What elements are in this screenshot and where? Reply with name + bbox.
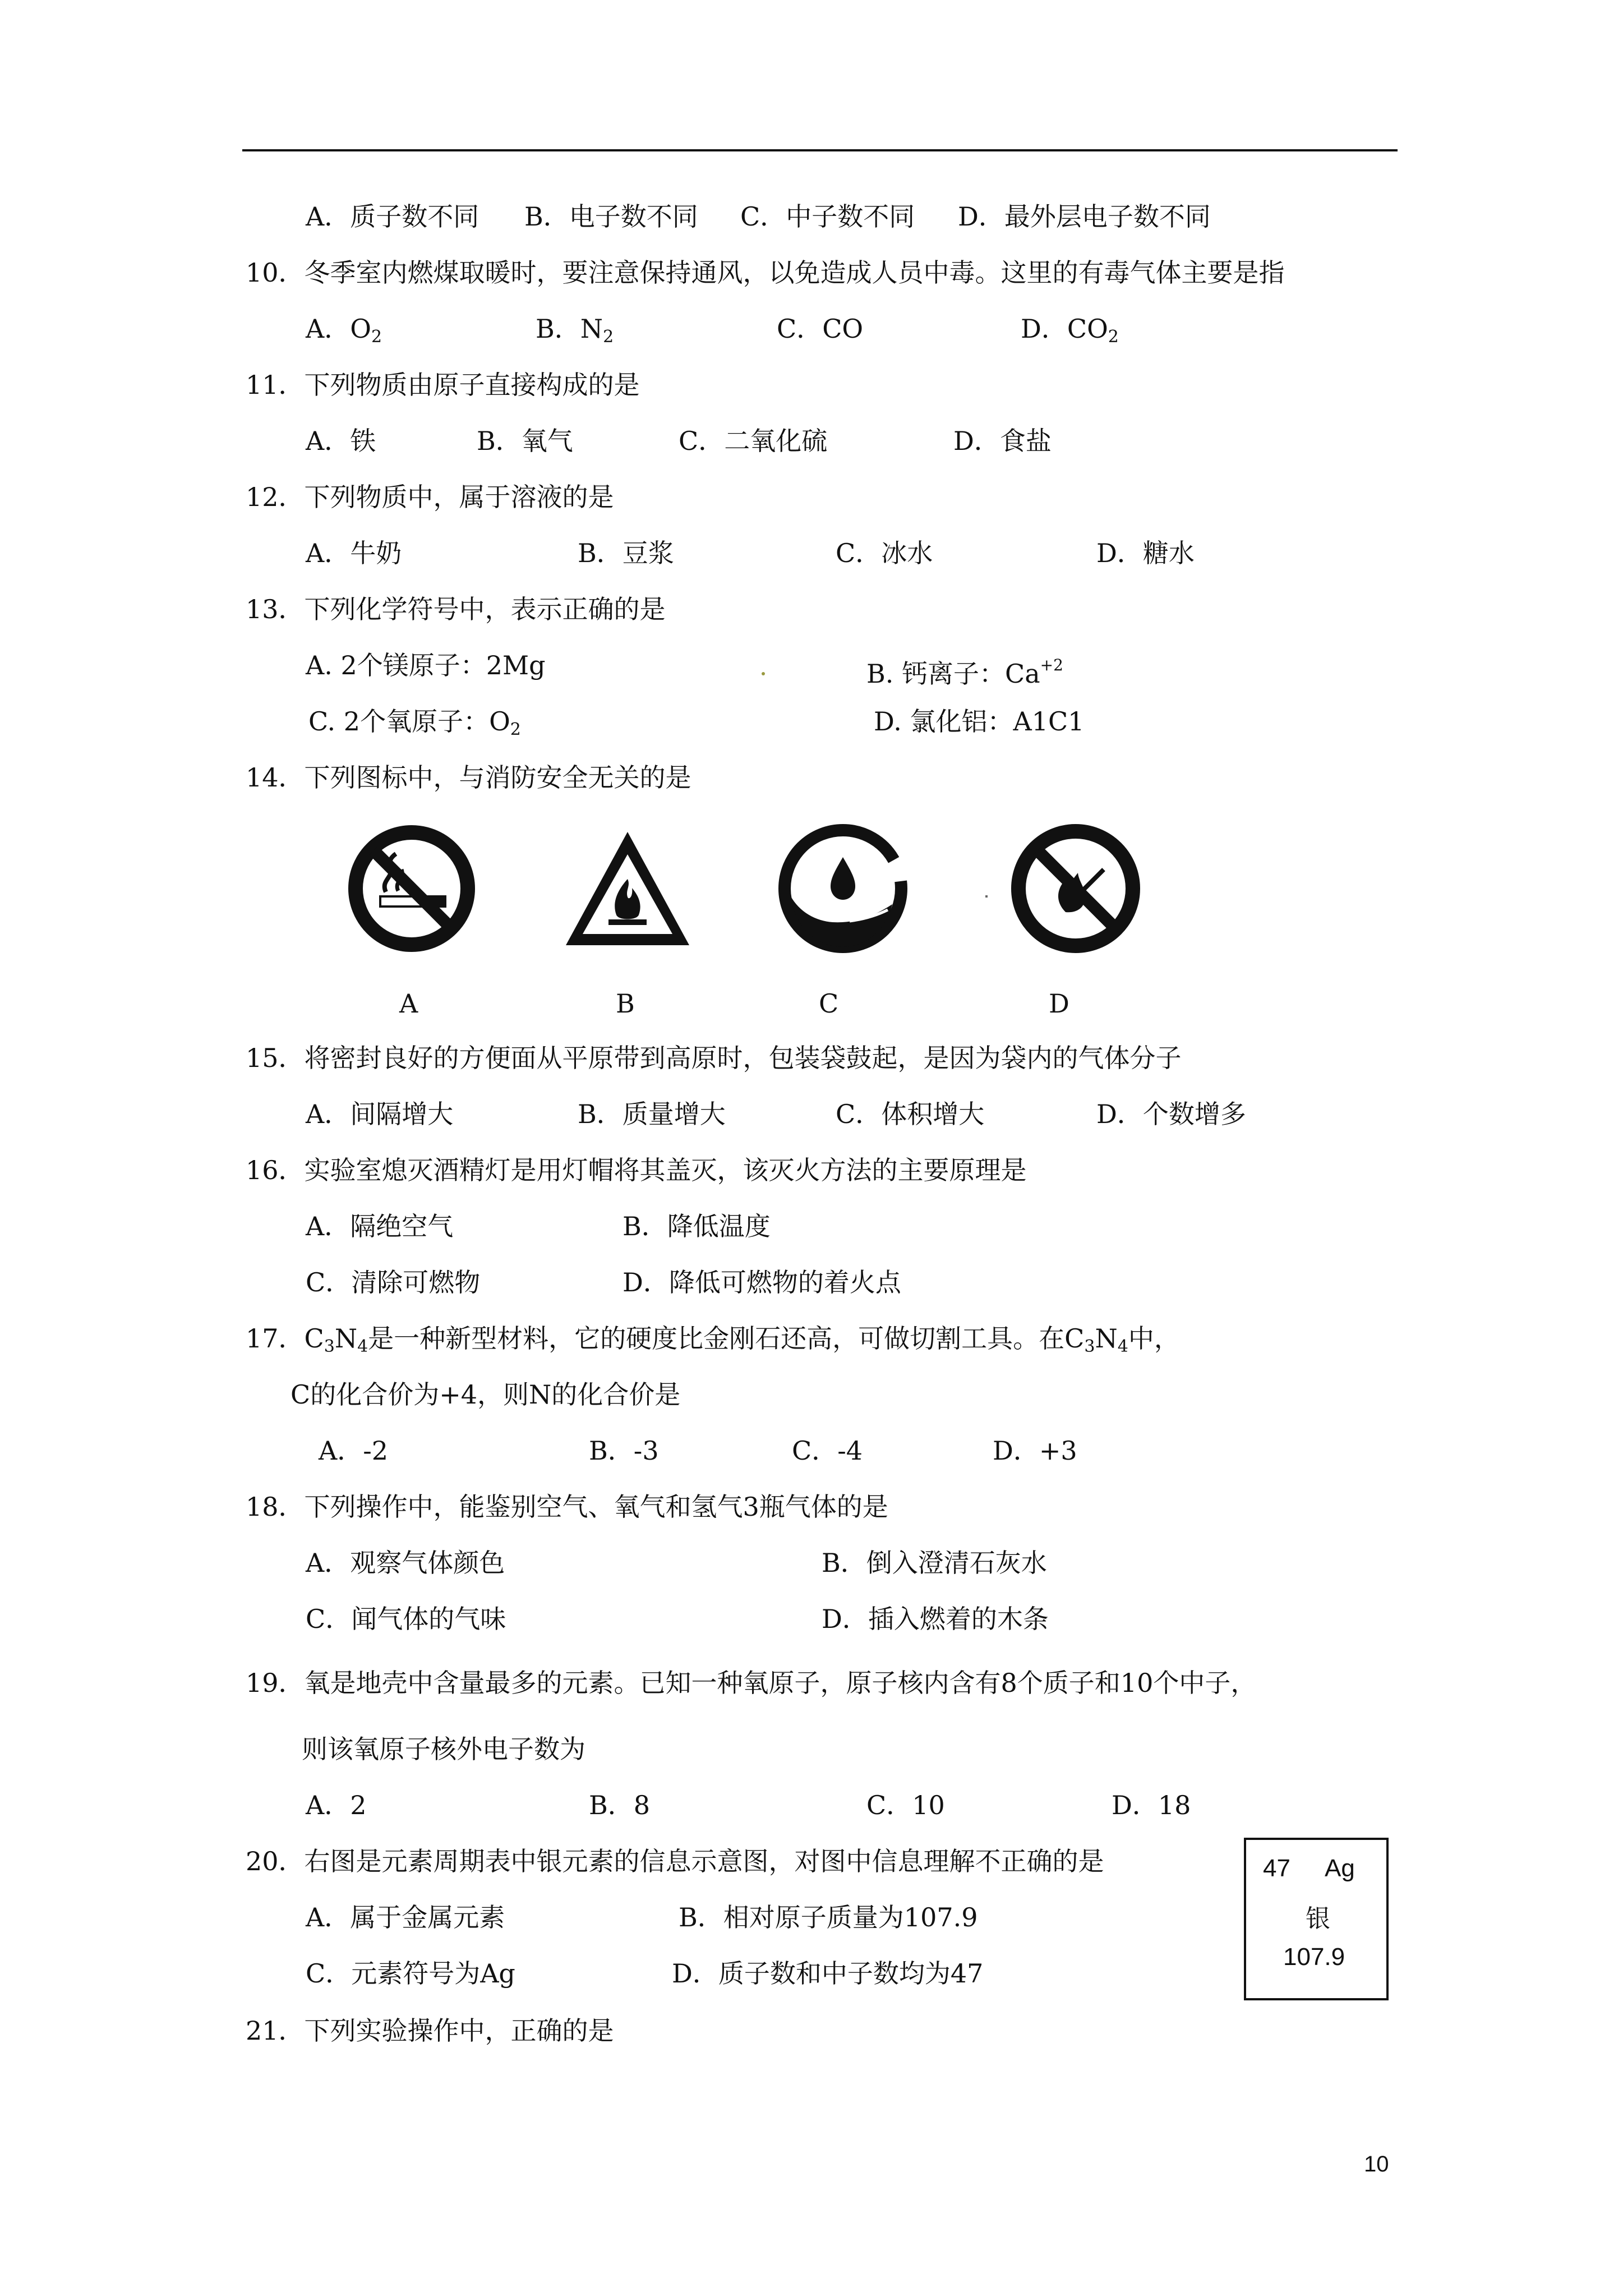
q13-option-a: A. 2个镁原子：2Mg	[306, 650, 546, 680]
q10-option-c: C．CO	[777, 314, 864, 344]
q20-stem: 20．右图是元素周期表中银元素的信息示意图，对图中信息理解不正确的是	[246, 1846, 1104, 1876]
q10-stem: 10．冬季室内燃煤取暖时，要注意保持通风，以免造成人员中毒。这里的有毒气体主要是指	[246, 257, 1285, 288]
q16-option-b: B．降低温度	[623, 1211, 771, 1241]
q15-option-b: B．质量增大	[578, 1099, 726, 1129]
q16-stem: 16．实验室熄灭酒精灯是用灯帽将其盖灭，该灭火方法的主要原理是	[246, 1155, 1027, 1185]
q19-option-d: D．18	[1112, 1790, 1191, 1820]
save-water-icon	[777, 822, 909, 955]
q14-label-c: C	[819, 988, 839, 1019]
q14-label-a: A	[399, 988, 418, 1019]
q11-option-b: B．氧气	[477, 426, 573, 456]
q12-option-a: A．牛奶	[306, 538, 402, 568]
q15-option-a: A．间隔增大	[306, 1099, 454, 1129]
q16-option-d: D．降低可燃物的着火点	[623, 1267, 901, 1297]
q11-option-d: D．食盐	[953, 426, 1052, 456]
q20-option-a: A．属于金属元素	[306, 1902, 505, 1932]
q18-stem: 18．下列操作中，能鉴别空气、氧气和氢气3瓶气体的是	[246, 1492, 888, 1522]
q12-stem: 12．下列物质中，属于溶液的是	[246, 482, 614, 512]
q11-option-a: A．铁	[306, 426, 376, 456]
q18-option-a: A．观察气体颜色	[306, 1548, 505, 1578]
q18-option-c: C．闻气体的气味	[306, 1604, 506, 1634]
q14-label-d: D	[1049, 988, 1069, 1019]
element-name: 银	[1306, 1905, 1330, 1932]
q19-stem: 19．氧是地壳中含量最多的元素。已知一种氧原子，原子核内含有8个质子和10个中子，	[246, 1668, 1257, 1698]
q11-option-c: C．二氧化硫	[679, 426, 828, 456]
q20-option-d: D．质子数和中子数均为47	[672, 1958, 984, 1989]
q15-option-d: D．个数增多	[1096, 1099, 1246, 1129]
q16-option-c: C．清除可燃物	[306, 1267, 481, 1297]
q12-option-d: D．糖水	[1096, 538, 1195, 568]
q18-option-b: B．倒入澄清石灰水	[822, 1548, 1047, 1578]
q9-option-d: D．最外层电子数不同	[958, 201, 1211, 232]
q17-stem: 17．$C_3N_4$是一种新型材料，它的硬度比金刚石还高，可做切割工具。在$C_3N_4$中，	[246, 1323, 1180, 1356]
q9-option-a: A．质子数不同	[306, 201, 479, 232]
q13-option-d: D. 氯化铝：A1C1	[874, 706, 1085, 737]
q16-option-a: A．隔绝空气	[306, 1211, 454, 1241]
stray-mark	[985, 895, 988, 898]
element-info-box	[1244, 1838, 1389, 2000]
q13-stem: 13．下列化学符号中，表示正确的是	[246, 594, 666, 624]
q15-stem: 15．将密封良好的方便面从平原带到高原时，包装袋鼓起，是因为袋内的气体分子	[246, 1043, 1182, 1073]
q9-option-b: B．电子数不同	[524, 201, 698, 232]
element-number: 47	[1263, 1855, 1290, 1882]
page-number: 10	[1364, 2152, 1389, 2177]
q19-option-a: A．2	[306, 1790, 367, 1820]
q19-option-b: B．8	[589, 1790, 651, 1820]
q17-option-c: C．-4	[792, 1435, 863, 1466]
element-symbol: Ag	[1325, 1855, 1355, 1882]
q13-option-c: C. 2个氧原子：$O_2$	[308, 706, 521, 739]
q19-stem-line2: 则该氧原子核外电子数为	[302, 1734, 585, 1764]
q20-option-c: C．元素符号为Ag	[306, 1958, 515, 1989]
q10-option-d: D．$CO_2$	[1021, 314, 1119, 347]
element-mass: 107.9	[1283, 1943, 1345, 1971]
q10-option-b: B．$N_2$	[536, 314, 614, 347]
q9-option-c: C．中子数不同	[740, 201, 915, 232]
q12-option-c: C．冰水	[836, 538, 933, 568]
q17-option-a: A．-2	[319, 1435, 389, 1466]
q21-stem: 21．下列实验操作中，正确的是	[246, 2016, 614, 2046]
q10-option-a: A．$O_2$	[306, 314, 382, 347]
q17-option-b: B．-3	[589, 1435, 659, 1466]
stray-mark	[762, 672, 765, 675]
q13-option-b: B. 钙离子：$Ca^{+2}$	[866, 656, 1063, 689]
q17-option-d: D．+3	[993, 1435, 1077, 1466]
q11-stem: 11．下列物质由原子直接构成的是	[246, 370, 640, 400]
q14-stem: 14．下列图标中，与消防安全无关的是	[246, 762, 691, 793]
q12-option-b: B．豆浆	[578, 538, 674, 568]
q19-option-c: C．10	[866, 1790, 945, 1820]
q20-option-b: B．相对原子质量为107.9	[679, 1902, 978, 1932]
flammable-warning-icon	[562, 827, 693, 951]
q15-option-c: C．体积增大	[836, 1099, 985, 1129]
header-rule	[242, 149, 1398, 151]
no-smoking-icon	[347, 823, 477, 954]
no-open-flame-icon	[1009, 822, 1142, 955]
q18-option-d: D．插入燃着的木条	[822, 1604, 1049, 1634]
q17-stem-line2: C的化合价为+4，则N的化合价是	[291, 1379, 681, 1410]
q14-label-b: B	[616, 988, 635, 1019]
